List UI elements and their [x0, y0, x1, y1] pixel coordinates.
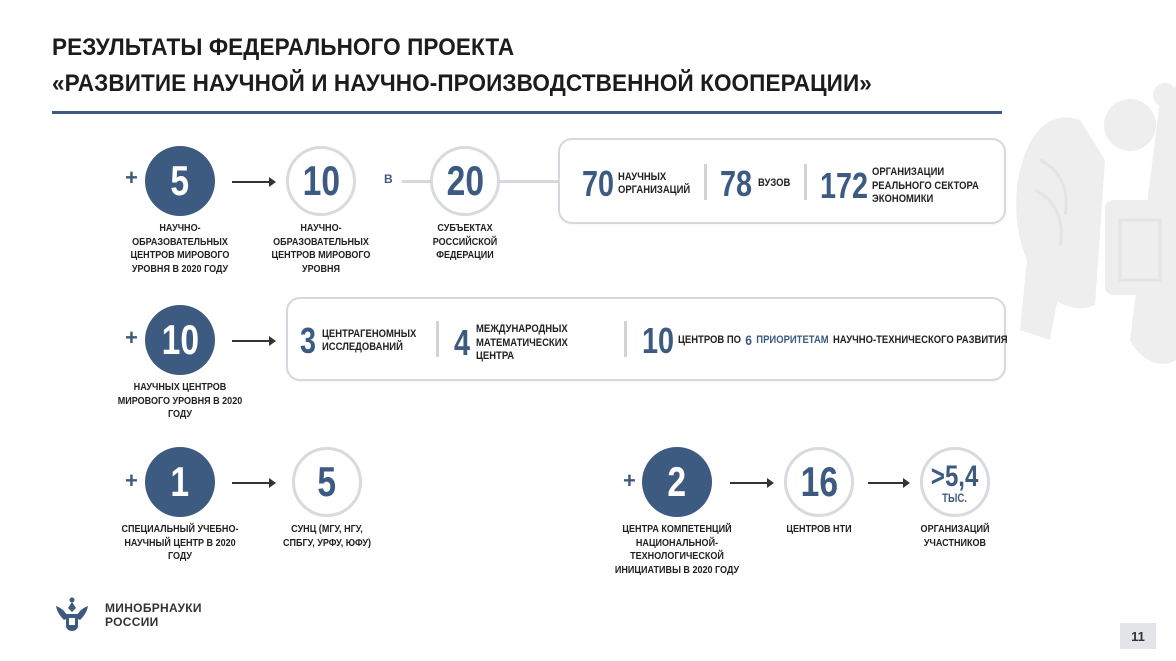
new-special-center-value: 1: [170, 458, 190, 505]
panel-separator: [804, 164, 807, 200]
nti-centers-circle: [784, 447, 854, 517]
panel-item-scientific-orgs: [582, 163, 692, 204]
plus-sign: +: [623, 468, 636, 493]
plus-sign: +: [125, 165, 138, 190]
genome-centers-label: ЦЕНТРАГЕНОМНЫХ ИССЛЕДОВАНИЙ: [322, 327, 417, 353]
ministry-logo-text: [105, 601, 202, 629]
panel-separator: [436, 321, 439, 357]
science-centers-panel: [286, 297, 1006, 381]
new-science-centers-caption: НАУЧНЫХ ЦЕНТРОВ МИРОВОГО УРОВНЯ В 2020 ГОДУ: [117, 381, 243, 420]
regions-circle: [430, 146, 500, 216]
scientific-orgs-value: 70: [582, 163, 615, 204]
page-title-line-1: РЕЗУЛЬТАТЫ ФЕДЕРАЛЬНОГО ПРОЕКТА: [52, 34, 515, 61]
arrow-right-icon: [730, 482, 772, 484]
arrow-right-icon: [232, 181, 274, 183]
participants-caption: ОРГАНИЗАЦИЙ УЧАСТНИКОВ: [920, 523, 990, 549]
page-title-line-2: «РАЗВИТИЕ НАУЧНОЙ И НАУЧНО-ПРОИЗВОДСТВЕННОЙ КООПЕРАЦИИ»: [52, 70, 872, 97]
nti-competence-centers-circle: [642, 447, 712, 517]
panel-item-real-sector: [820, 166, 1012, 207]
participants-circle: [920, 447, 990, 517]
panel-item-universities: [720, 163, 796, 204]
priority-centers-label: [678, 334, 1008, 348]
universities-label: ВУЗОВ: [758, 177, 791, 190]
real-sector-label: ОРГАНИЗАЦИИ РЕАЛЬНОГО СЕКТОРА ЭКОНОМИКИ: [872, 166, 979, 205]
genome-centers-value: 3: [300, 320, 317, 361]
total-education-centers-caption: НАУЧНО-ОБРАЗОВАТЕЛЬНЫХ ЦЕНТРОВ МИРОВОГО УРОВНЯ: [271, 222, 371, 275]
new-science-centers-circle: [145, 305, 215, 375]
plus-sign: +: [125, 468, 138, 493]
ministry-logo-line-2: РОССИИ: [105, 615, 159, 629]
arrow-right-icon: [232, 482, 274, 484]
nti-competence-centers-caption: ЦЕНТРА КОМПЕТЕНЦИЙ НАЦИОНАЛЬНОЙ-ТЕХНОЛОГИЧЕСКОЙ ИНИЦИАТИВЫ В 2020 ГОДУ: [614, 523, 740, 576]
nti-centers-caption: ЦЕНТРОВ НТИ: [786, 523, 852, 535]
new-education-centers-caption: НАУЧНО-ОБРАЗОВАТЕЛЬНЫХ ЦЕНТРОВ МИРОВОГО УРОВНЯ В 2020 ГОДУ: [130, 222, 230, 275]
real-sector-value: 172: [820, 165, 869, 207]
priority-count: 6: [745, 332, 753, 349]
total-education-centers-value: 10: [302, 157, 340, 204]
panel-item-priorities: [642, 320, 1061, 361]
sunc-value: 5: [317, 458, 337, 505]
connector-line-2: [498, 180, 560, 183]
ministry-eagle-logo-icon: [52, 596, 92, 634]
universities-value: 78: [720, 163, 753, 204]
panel-item-math: [454, 323, 626, 364]
participants-unit: ТЫС.: [942, 491, 968, 505]
arrow-right-icon: [868, 482, 908, 484]
priority-centers-value: 10: [642, 320, 675, 361]
new-education-centers-circle: [145, 146, 215, 216]
new-special-center-caption: СПЕЦИАЛЬНЫЙ УЧЕБНО-НАУЧНЫЙ ЦЕНТР В 2020 ГОДУ: [121, 523, 239, 562]
math-centers-value: 4: [454, 322, 471, 364]
math-centers-label: МЕЖДУНАРОДНЫХ МАТЕМАТИЧЕСКИХ ЦЕНТРА: [476, 323, 568, 362]
nti-centers-value: 16: [800, 458, 838, 505]
new-education-centers-value: 5: [170, 157, 190, 204]
total-education-centers-circle: [286, 146, 356, 216]
participants-value: >5,4: [931, 460, 979, 493]
page-number: 11: [1120, 623, 1156, 649]
regions-value: 20: [446, 157, 484, 204]
plus-sign: +: [125, 325, 138, 350]
title-underline: [52, 111, 1002, 114]
nti-competence-centers-value: 2: [667, 458, 687, 505]
cooperation-panel: [558, 138, 1006, 224]
sunc-circle: [292, 447, 362, 517]
new-science-centers-value: 10: [161, 316, 199, 363]
sunc-caption: СУНЦ (МГУ, НГУ, СПБГУ, УРФУ, ЮФУ): [282, 523, 372, 549]
panel-separator: [704, 164, 707, 200]
ministry-logo-line-1: МИНОБРНАУКИ: [105, 601, 202, 615]
scientific-orgs-label: НАУЧНЫХ ОРГАНИЗАЦИЙ: [618, 170, 691, 196]
in-label: В: [384, 172, 393, 186]
panel-separator: [624, 321, 627, 357]
regions-caption: СУБЪЕКТАХ РОССИЙСКОЙ ФЕДЕРАЦИИ: [432, 222, 498, 261]
panel-item-genome: [300, 320, 422, 361]
arrow-right-icon: [232, 340, 274, 342]
priority-word: ПРИОРИТЕТАМ: [756, 334, 829, 347]
priority-text-before: ЦЕНТРОВ ПО: [678, 334, 742, 347]
connector-line: [402, 180, 432, 183]
priority-text-after: НАУЧНО-ТЕХНИЧЕСКОГО РАЗВИТИЯ: [833, 334, 1008, 347]
new-special-center-circle: [145, 447, 215, 517]
